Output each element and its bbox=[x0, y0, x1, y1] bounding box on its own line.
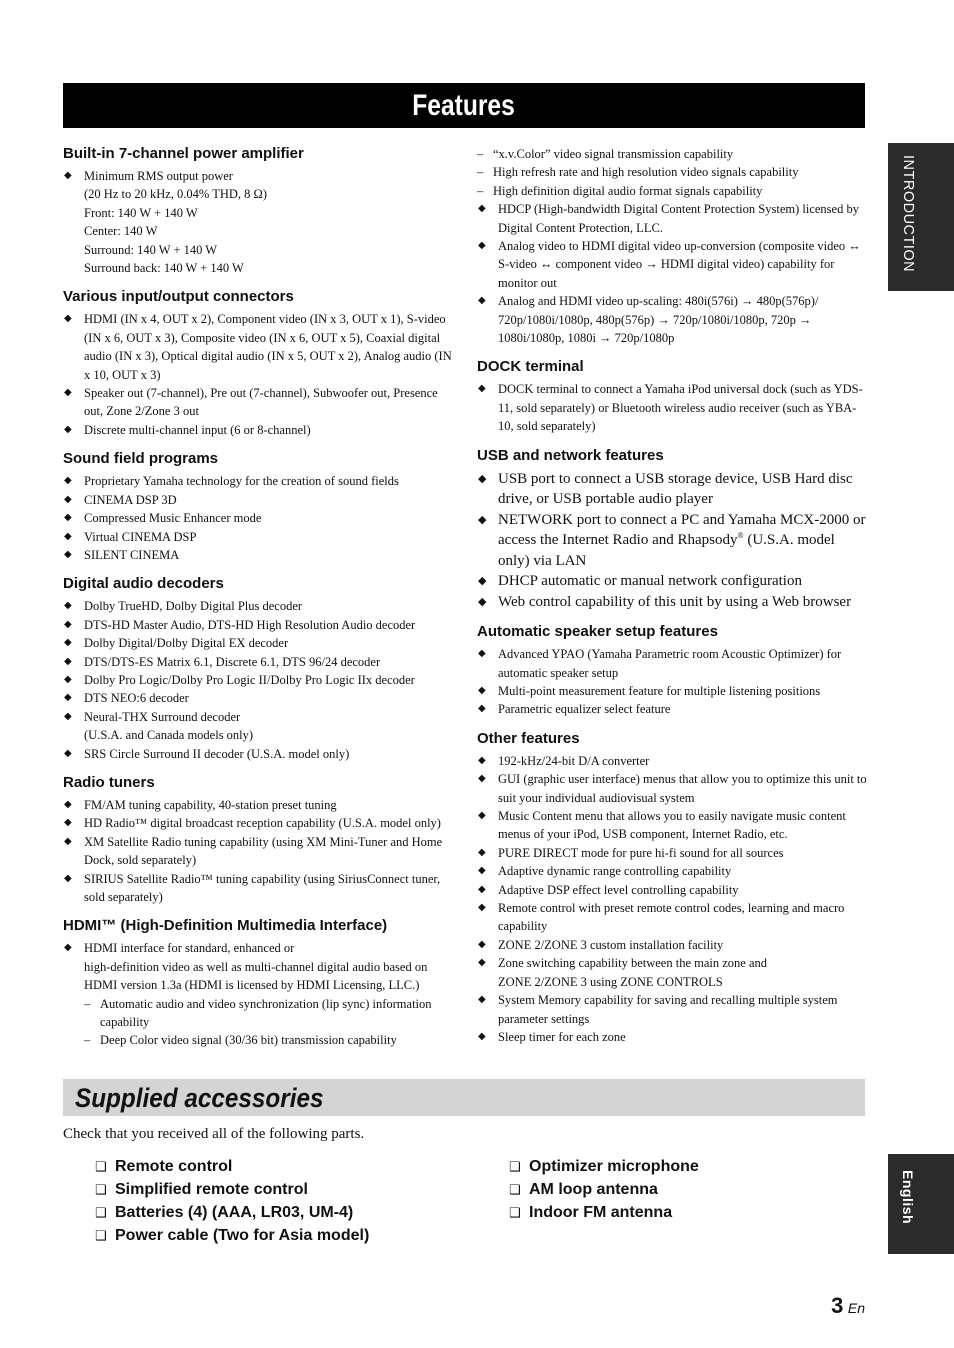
accessory-label: Simplified remote control bbox=[115, 1181, 308, 1198]
section-heading: Other features bbox=[477, 729, 580, 747]
feature-item: ◆ Web control capability of this unit by using a Web browser bbox=[477, 592, 867, 613]
accessory-label: Power cable (Two for Asia model) bbox=[115, 1227, 370, 1244]
feature-item: ◆ Speaker out (7-channel), Pre out (7-channel), Subwoofer out, Presence out, Zone 2/Zone 3 out bbox=[63, 384, 453, 421]
feature-item: ◆ HD Radio™ digital broadcast reception capability (U.S.A. model only) bbox=[63, 814, 453, 832]
page-title-text: Features bbox=[412, 89, 516, 122]
feature-item bbox=[477, 510, 867, 572]
page-number-suffix: En bbox=[847, 1300, 865, 1316]
features-right-column bbox=[477, 145, 867, 1057]
registered-mark: ® bbox=[737, 531, 744, 541]
feature-item: ◆ Dolby Pro Logic/Dolby Pro Logic II/Dolby Pro Logic IIx decoder bbox=[63, 671, 453, 689]
hdmi-continued bbox=[477, 145, 867, 347]
section-connectors bbox=[63, 288, 453, 439]
feature-item: ◆ Parametric equalizer select feature bbox=[477, 700, 867, 718]
section-heading: Sound field programs bbox=[63, 450, 219, 468]
sub-feature-item: – High definition digital audio format signals capability bbox=[477, 183, 763, 198]
feature-list bbox=[63, 167, 453, 277]
section-heading: DOCK terminal bbox=[477, 358, 584, 376]
feature-list bbox=[477, 200, 867, 347]
checkbox-icon: ❑ bbox=[95, 1160, 107, 1175]
feature-list bbox=[63, 597, 453, 763]
accessories-title-text: Supplied accessories bbox=[75, 1083, 324, 1113]
section-heading: HDMI™ (High-Definition Multimedia Interface) bbox=[63, 917, 388, 935]
feature-item: ◆ Virtual CINEMA DSP bbox=[63, 528, 453, 546]
feature-item-text: HDMI interface for standard, enhanced or high-definition video as well as multi-channel digital audio based on HDMI version 1.3a (HDMI is licensed by HDMI Licensing, LLC.) bbox=[84, 941, 428, 993]
feature-item: ◆ SRS Circle Surround II decoder (U.S.A. model only) bbox=[63, 745, 453, 763]
sub-feature-item: – “x.v.Color” video signal transmission capability bbox=[477, 147, 734, 161]
section-usb-network bbox=[477, 447, 867, 613]
feature-item: ◆ Zone switching capability between the main zone and ZONE 2/ZONE 3 using ZONE CONTROLS bbox=[477, 954, 867, 991]
side-tab-label: English bbox=[900, 1170, 916, 1225]
section-sound-field bbox=[63, 450, 453, 564]
section-power-amplifier bbox=[63, 145, 453, 277]
feature-list bbox=[63, 310, 453, 439]
feature-item: ◆ Adaptive dynamic range controlling capability bbox=[477, 862, 867, 880]
checkbox-icon: ❑ bbox=[509, 1160, 521, 1175]
feature-item: ◆ DTS-HD Master Audio, DTS-HD High Resolution Audio decoder bbox=[63, 616, 453, 634]
section-heading: Various input/output connectors bbox=[63, 288, 294, 306]
feature-item: ◆ USB port to connect a USB storage device, USB Hard disc drive, or USB portable audio player bbox=[477, 469, 867, 510]
sub-feature-list bbox=[84, 995, 453, 1050]
feature-item: ◆ Analog and HDMI video up-scaling: 480i(576i) → 480p(576p)/ 720p/1080i/1080p, 480p(576p) → 720p/1080i/1080p, 720p → 1080i/1080p, 1080i → 720p/1080p bbox=[477, 292, 867, 347]
feature-item bbox=[63, 939, 453, 1049]
accessories-heading-bar bbox=[63, 1079, 865, 1116]
feature-list bbox=[477, 645, 867, 719]
page-number bbox=[831, 1293, 865, 1319]
feature-item: ◆ Neural-THX Surround decoder (U.S.A. and Canada models only) bbox=[63, 708, 453, 745]
sub-feature-list bbox=[477, 145, 867, 200]
feature-item: ◆ FM/AM tuning capability, 40-station preset tuning bbox=[63, 796, 453, 814]
sub-feature-text: High definition digital audio format signals capability bbox=[493, 183, 763, 198]
features-left-column bbox=[63, 145, 453, 1061]
feature-item: ◆ Sleep timer for each zone bbox=[477, 1028, 867, 1046]
accessory-item bbox=[509, 1202, 699, 1225]
accessory-label: Optimizer microphone bbox=[529, 1158, 699, 1175]
accessory-label: AM loop antenna bbox=[529, 1181, 658, 1198]
feature-item: ◆ ZONE 2/ZONE 3 custom installation facility bbox=[477, 936, 867, 954]
accessories-list-right bbox=[509, 1156, 699, 1225]
side-tab-introduction bbox=[888, 143, 954, 291]
accessory-item bbox=[95, 1156, 369, 1179]
feature-item: ◆ HDCP (High-bandwidth Digital Content Protection System) licensed by Digital Content Protection, LLC. bbox=[477, 200, 867, 237]
accessory-label: Remote control bbox=[115, 1158, 233, 1175]
section-dock bbox=[477, 358, 867, 435]
feature-list bbox=[477, 380, 867, 435]
sub-feature-text: High refresh rate and high resolution video signals capability bbox=[493, 165, 799, 180]
feature-item: ◆ Compressed Music Enhancer mode bbox=[63, 509, 453, 527]
accessory-item bbox=[509, 1156, 699, 1179]
feature-item-text: NETWORK port to connect a PC and Yamaha MCX-2000 or access the Internet Radio and Rhapsody bbox=[498, 511, 866, 549]
feature-item: ◆ SIRIUS Satellite Radio™ tuning capability (using SiriusConnect tuner, sold separately) bbox=[63, 870, 453, 907]
sub-feature-text: Deep Color video signal (30/36 bit) transmission capability bbox=[100, 1033, 397, 1048]
sub-feature-item: – Automatic audio and video synchronization (lip sync) information capability bbox=[84, 996, 432, 1030]
feature-item: ◆ PURE DIRECT mode for pure hi-fi sound for all sources bbox=[477, 844, 867, 862]
section-heading: Automatic speaker setup features bbox=[477, 623, 718, 641]
section-heading: Radio tuners bbox=[63, 773, 155, 791]
side-tab-label: INTRODUCTION bbox=[900, 155, 916, 273]
feature-item-text: (U.S.A. model only) via LAN bbox=[498, 532, 835, 569]
feature-item: ◆ Dolby Digital/Dolby Digital EX decoder bbox=[63, 634, 453, 652]
feature-item: ◆ XM Satellite Radio tuning capability (using XM Mini-Tuner and Home Dock, sold separately) bbox=[63, 833, 453, 870]
sub-feature-text: Automatic audio and video synchronization (lip sync) information capability bbox=[100, 996, 432, 1030]
accessory-item bbox=[95, 1225, 369, 1248]
feature-item: ◆ GUI (graphic user interface) menus that allow you to optimize this unit to suit your individual audiovisual system bbox=[477, 770, 867, 807]
accessory-label: Indoor FM antenna bbox=[529, 1204, 673, 1221]
page-number-value: 3 bbox=[831, 1293, 844, 1318]
feature-item: ◆ 192-kHz/24-bit D/A converter bbox=[477, 752, 867, 770]
feature-item: ◆ DOCK terminal to connect a Yamaha iPod universal dock (such as YDS-11, sold separately) or Bluetooth wireless audio receiver (such as YBA-10, sold separately) bbox=[477, 380, 867, 435]
feature-item: ◆ Advanced YPAO (Yamaha Parametric room Acoustic Optimizer) for automatic speaker setup bbox=[477, 645, 867, 682]
feature-item: ◆ System Memory capability for saving and recalling multiple system parameter settings bbox=[477, 991, 867, 1028]
accessory-label: Batteries (4) (AAA, LR03, UM-4) bbox=[115, 1204, 354, 1221]
feature-item: ◆ Discrete multi-channel input (6 or 8-channel) bbox=[63, 421, 453, 439]
feature-item: ◆ DTS NEO:6 decoder bbox=[63, 689, 453, 707]
section-hdmi bbox=[63, 917, 453, 1049]
page-title bbox=[63, 83, 865, 128]
feature-list bbox=[63, 796, 453, 906]
section-speaker-setup bbox=[477, 623, 867, 719]
feature-item: ◆ Music Content menu that allows you to easily navigate music content menus of your iPod, USB component, Internet Radio, etc. bbox=[477, 807, 867, 844]
feature-item: ◆ Analog video to HDMI digital video up-conversion (composite video ↔ S-video ↔ component video → HDMI digital video) capability for monitor out bbox=[477, 237, 867, 292]
sub-feature-item: – Deep Color video signal (30/36 bit) transmission capability bbox=[84, 1033, 397, 1048]
accessories-list-left bbox=[95, 1156, 369, 1248]
accessory-item bbox=[95, 1179, 369, 1202]
sub-feature-item: – High refresh rate and high resolution video signals capability bbox=[477, 165, 799, 180]
side-tab-english bbox=[888, 1154, 954, 1254]
sub-feature-text: “x.v.Color” video signal transmission capability bbox=[493, 147, 734, 161]
feature-item: ◆ SILENT CINEMA bbox=[63, 546, 453, 564]
checkbox-icon: ❑ bbox=[509, 1206, 521, 1221]
section-radio-tuners bbox=[63, 774, 453, 906]
checkbox-icon: ❑ bbox=[509, 1183, 521, 1198]
accessory-item bbox=[509, 1179, 699, 1202]
section-decoders bbox=[63, 575, 453, 763]
accessory-item bbox=[95, 1202, 369, 1225]
feature-item: ◆ Remote control with preset remote control codes, learning and macro capability bbox=[477, 899, 867, 936]
accessories-intro: Check that you received all of the following parts. bbox=[63, 1126, 365, 1142]
feature-item: ◆ CINEMA DSP 3D bbox=[63, 491, 453, 509]
section-heading: USB and network features bbox=[477, 446, 664, 464]
feature-item: ◆ Proprietary Yamaha technology for the creation of sound fields bbox=[63, 472, 453, 490]
section-heading: Digital audio decoders bbox=[63, 575, 224, 593]
feature-item: ◆ Adaptive DSP effect level controlling capability bbox=[477, 881, 867, 899]
feature-item: ◆ HDMI (IN x 4, OUT x 2), Component video (IN x 3, OUT x 1), S-video (IN x 6, OUT x 3), Composite video (IN x 6, OUT x 5), Coaxial digital audio (IN x 3), Optical digital audio (IN x 5, OUT x 2), Analog audio (IN x 10, OUT x 3) bbox=[63, 310, 453, 384]
feature-list bbox=[63, 939, 453, 1049]
feature-item: ◆ Multi-point measurement feature for multiple listening positions bbox=[477, 682, 867, 700]
feature-list bbox=[477, 752, 867, 1047]
section-other-features bbox=[477, 730, 867, 1047]
feature-item: ◆ Dolby TrueHD, Dolby Digital Plus decoder bbox=[63, 597, 453, 615]
checkbox-icon: ❑ bbox=[95, 1229, 107, 1244]
section-heading: Built-in 7-channel power amplifier bbox=[63, 145, 304, 162]
checkbox-icon: ❑ bbox=[95, 1183, 107, 1198]
checkbox-icon: ❑ bbox=[95, 1206, 107, 1221]
feature-item: ◆ DTS/DTS-ES Matrix 6.1, Discrete 6.1, DTS 96/24 decoder bbox=[63, 653, 453, 671]
accessories-title bbox=[75, 1083, 351, 1113]
feature-item: ◆ DHCP automatic or manual network configuration bbox=[477, 571, 867, 592]
feature-list bbox=[63, 472, 453, 564]
feature-item: ◆ Minimum RMS output power (20 Hz to 20 kHz, 0.04% THD, 8 Ω) Front: 140 W + 140 W Center: 140 W Surround: 140 W + 140 W Surround back: 140 W + 140 W bbox=[63, 167, 453, 277]
feature-list bbox=[477, 469, 867, 613]
